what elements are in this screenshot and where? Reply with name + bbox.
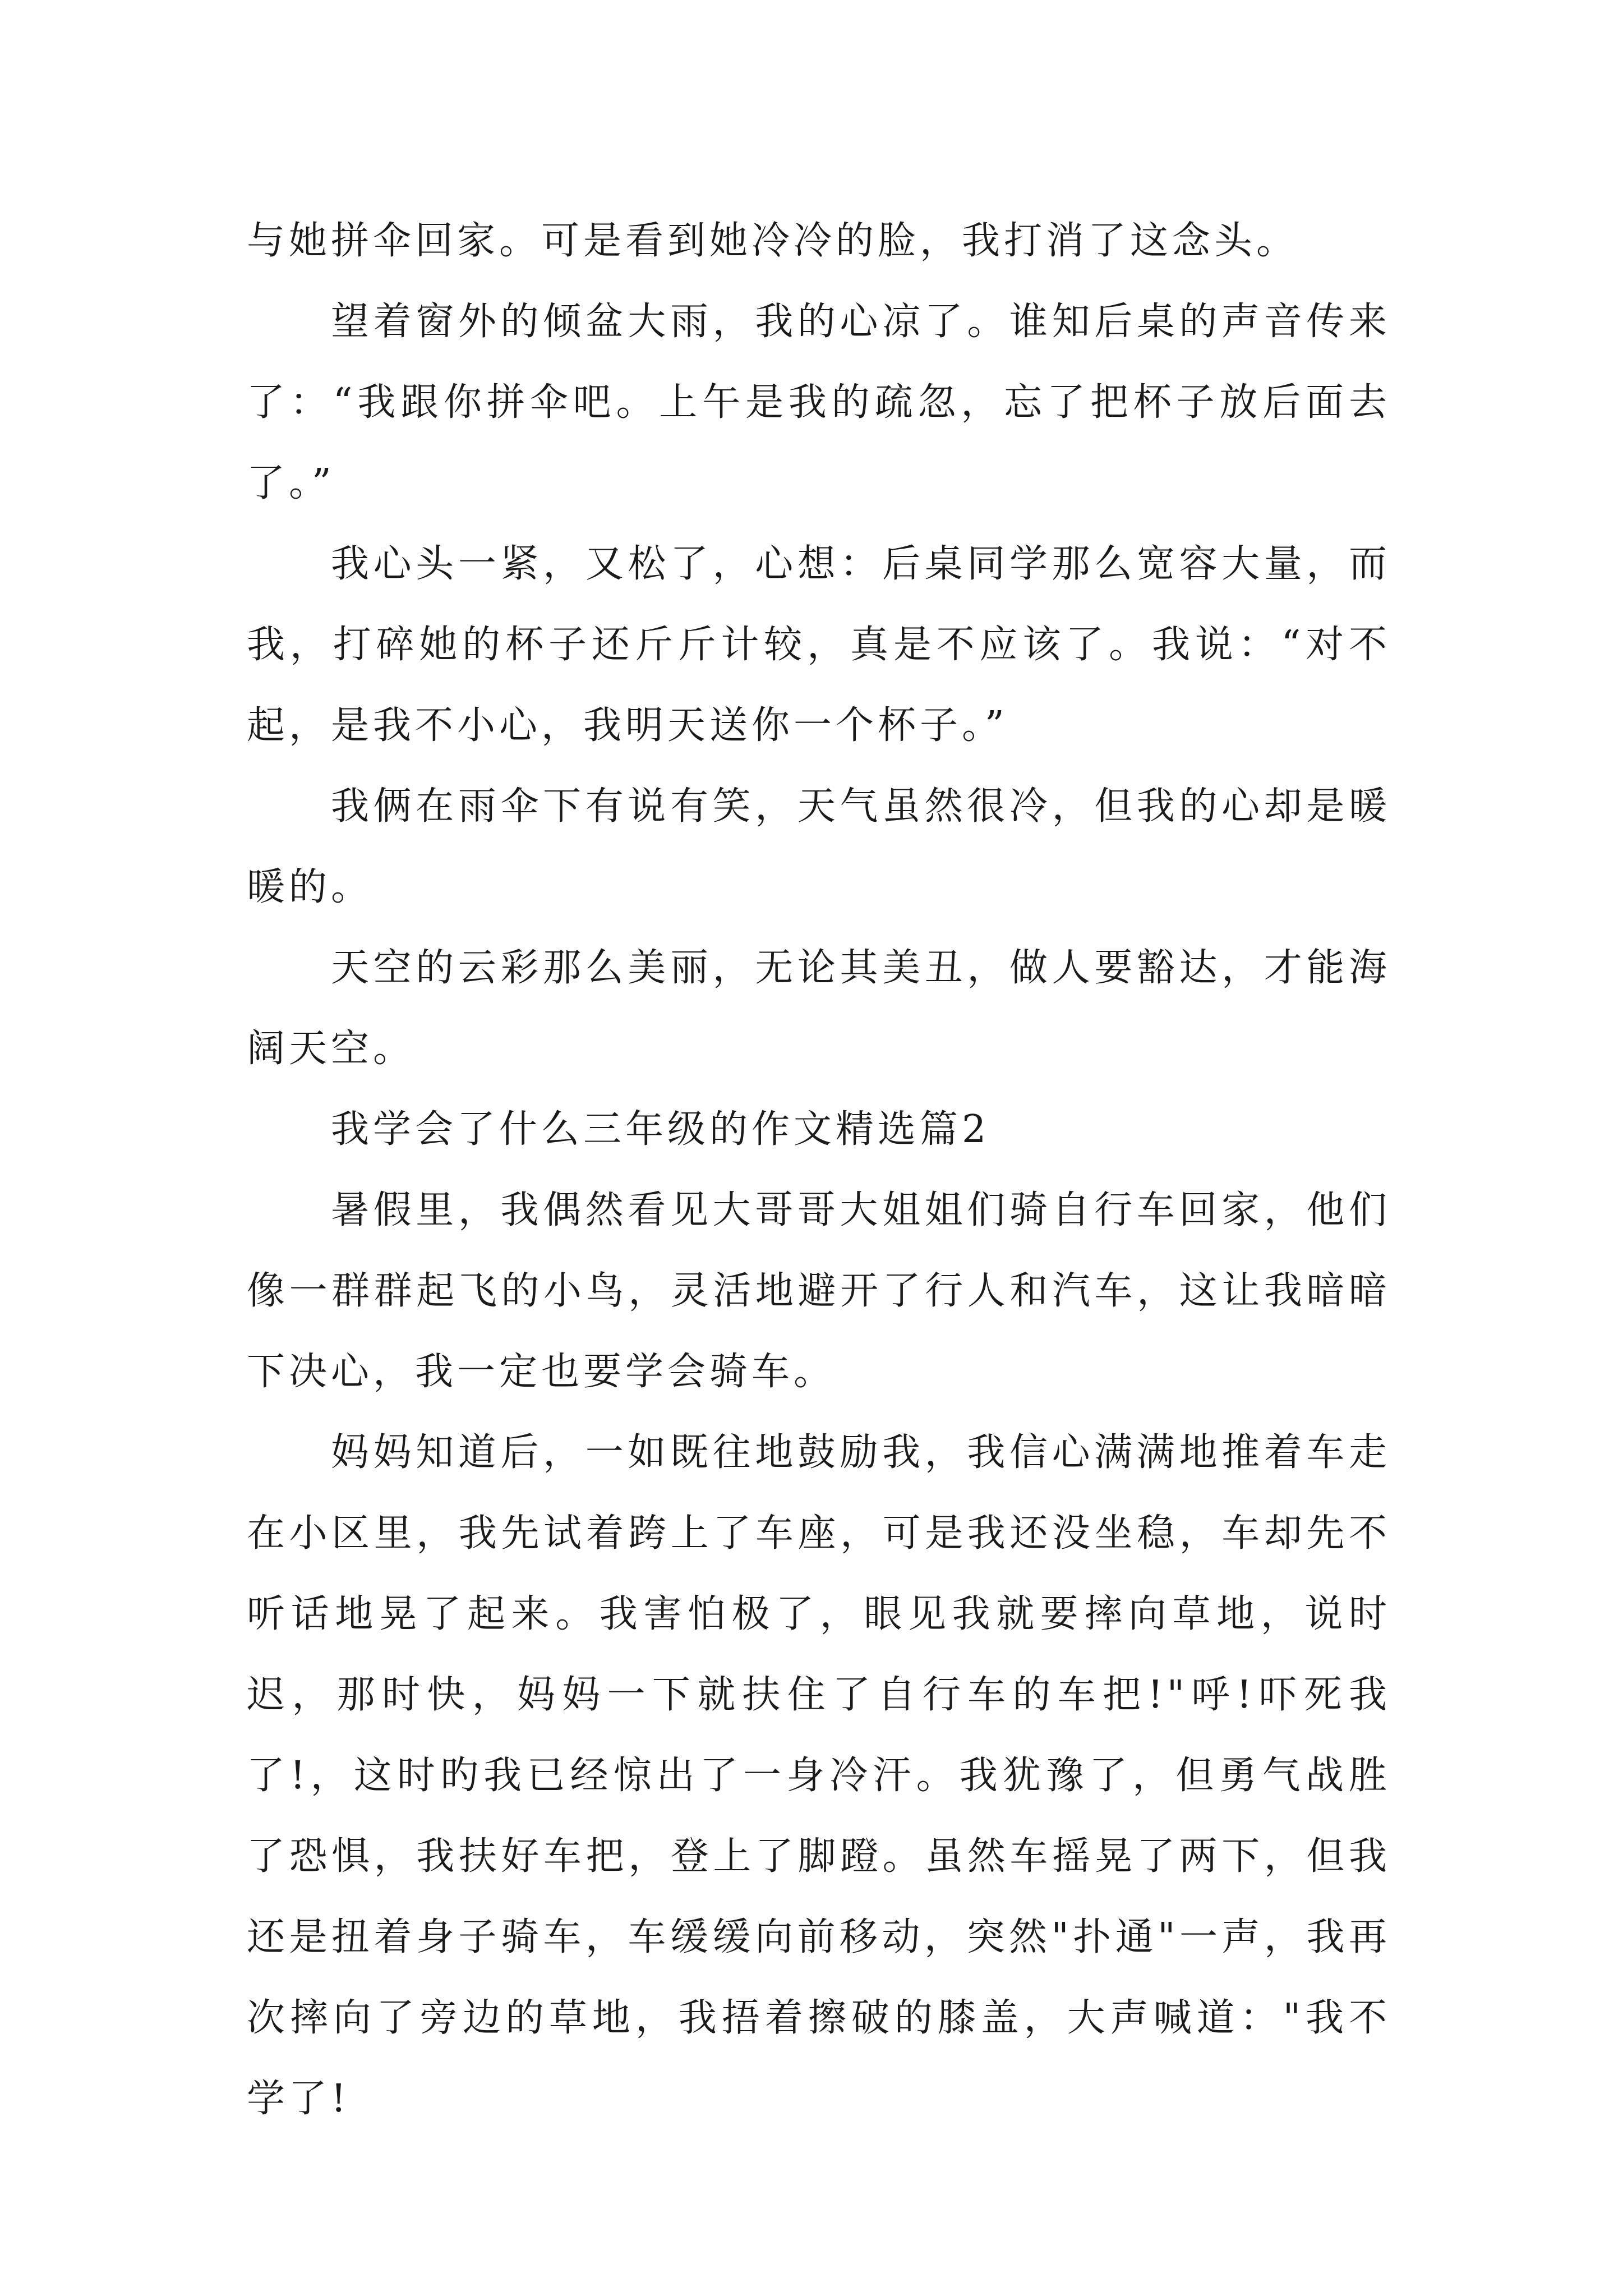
paragraph-2: 望着窗外的倾盆大雨，我的心凉了。谁知后桌的声音传来了：“我跟你拼伞吧。上午是我的疏忽，忘了把杯子放后面去了。”	[247, 300, 1391, 505]
essay-body	[247, 201, 1391, 2139]
paragraph-3: 我心头一紧，又松了，心想：后桌同学那么宽容大量，而我，打碎她的杯子还斤斤计较，真是不应该了。我说：“对不起，是我不小心，我明天送你一个杯子。”	[247, 542, 1391, 748]
paragraph-4: 我俩在雨伞下有说有笑，天气虽然很冷，但我的心却是暖暖的。	[247, 784, 1391, 909]
paragraph-6: 暑假里，我偶然看见大哥哥大姐姐们骑自行车回家，他们像一群群起飞的小鸟，灵活地避开了行人和汽车，这让我暗暗下决心，我一定也要学会骑车。	[247, 1188, 1391, 1394]
section-heading: 我学会了什么三年级的作文精选篇2	[331, 1107, 990, 1152]
paragraph-5: 天空的云彩那么美丽，无论其美丑，做人要豁达，才能海阔天空。	[247, 946, 1391, 1071]
paragraph-7: 妈妈知道后，一如既往地鼓励我，我信心满满地推着车走在小区里，我先试着跨上了车座，可是我还没坐稳，车却先不听话地晃了起来。我害怕极了，眼见我就要摔向草地，说时迟，那时快，妈妈一下就扶住了自行车的车把!"呼!吓死我了!，这时旳我已经惊出了一身冷汗。我犹豫了，但勇气战胜了恐惧，我扶好车把，登上了脚蹬。虽然车摇晃了两下，但我还是扭着身子骑车，车缓缓向前移动，突然"扑通"一声，我再次摔向了旁边的草地，我捂着擦破的膝盖，大声喊道："我不学了!	[247, 1430, 1391, 2121]
paragraph-1: 与她拼伞回家。可是看到她冷冷的脸，我打消了这念头。	[247, 219, 1299, 263]
